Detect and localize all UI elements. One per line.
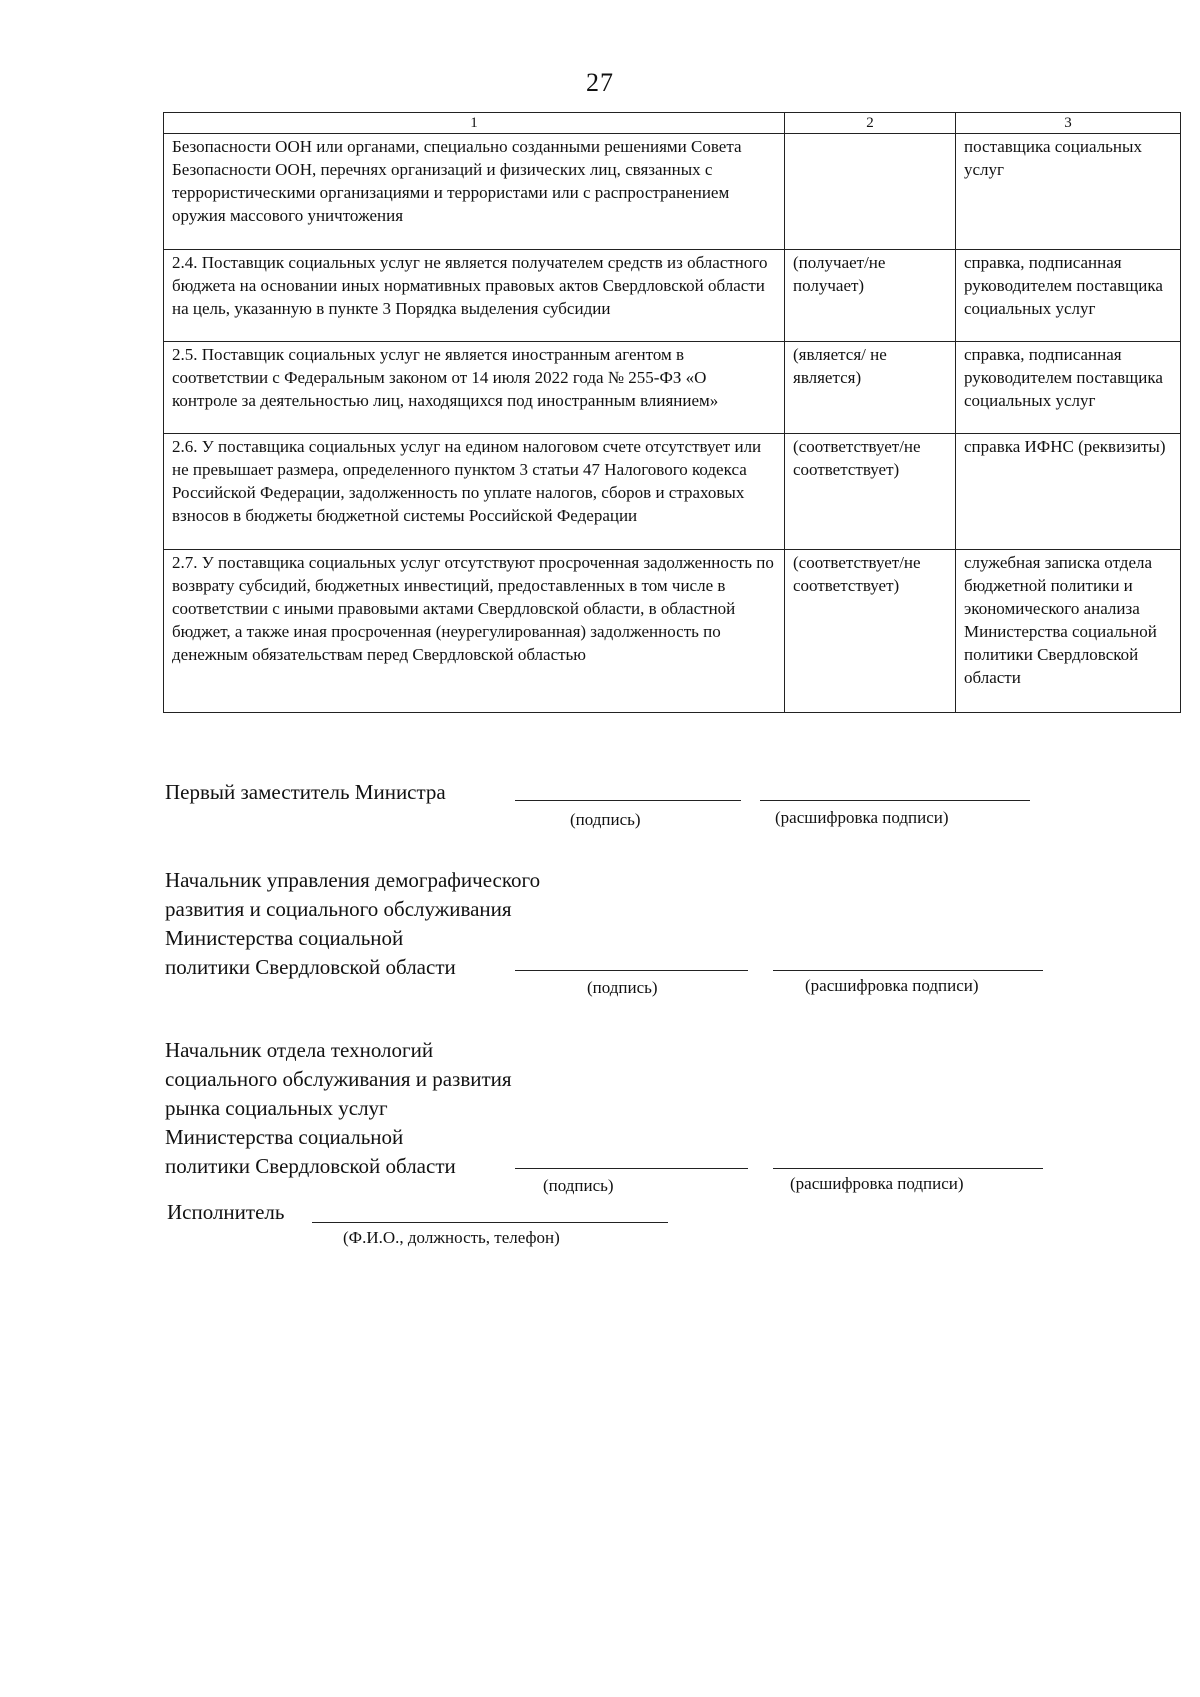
head-section-decode-caption: (расшифровка подписи): [790, 1174, 964, 1193]
table-row: [164, 134, 1181, 250]
executor-line: [312, 1222, 668, 1223]
head-section-line-5: политики Свердловской области: [165, 1154, 456, 1178]
head-section-signature-line: [515, 1168, 748, 1169]
table-cell-criterion: 2.6. У поставщика социальных услуг на едином налоговом счете отсутствует или не превышает размера, определенного пунктом 3 статьи 47 Налогового кодекса Российской Федерации, задолженность по уплате налогов, сборов и страховых взносов в бюджеты бюджетной системы Российской Федерации: [164, 434, 785, 550]
requirements-table: [163, 112, 1181, 713]
first-deputy-signature-line: [515, 800, 741, 801]
table-cell-status: (соответствует/не соответствует): [785, 550, 956, 713]
head-section-line-3: рынка социальных услуг: [165, 1096, 388, 1120]
table-cell-status: (является/ не является): [785, 342, 956, 434]
head-department-sign-caption: (подпись): [587, 978, 658, 997]
head-section-title: [165, 1036, 512, 1181]
executor-caption: (Ф.И.О., должность, телефон): [343, 1228, 560, 1247]
head-section-line-2: социального обслуживания и развития: [165, 1067, 512, 1091]
head-department-line-2: развития и социального обслуживания: [165, 897, 512, 921]
head-section-sign-caption: (подпись): [543, 1176, 614, 1195]
head-department-line-3: Министерства социальной: [165, 926, 404, 950]
table-cell-criterion: Безопасности ООН или органами, специально созданными решениями Совета Безопасности ООН, перечнях организаций и физических лиц, связанных с террористическими организациями и террористами или с распространением оружия массового уничтожения: [164, 134, 785, 250]
first-deputy-title: Первый заместитель Министра: [165, 780, 446, 804]
table-cell-criterion: 2.7. У поставщика социальных услуг отсутствуют просроченная задолженность по возврату субсидий, бюджетных инвестиций, предоставленных в том числе в соответствии с иными правовыми актами Свердловской области, в областной бюджет, а также иная просроченная (неурегулированная) задолженность по денежным обязательствам перед Свердловской областью: [164, 550, 785, 713]
table-cell-status: (получает/не получает): [785, 250, 956, 342]
table-cell-criterion: 2.4. Поставщик социальных услуг не является получателем средств из областного бюджета на основании иных нормативных правовых актов Свердловской области на цель, указанную в пункте 3 Порядка выделения субсидии: [164, 250, 785, 342]
head-section-decode-line: [773, 1168, 1043, 1169]
table-cell-criterion: 2.5. Поставщик социальных услуг не является иностранным агентом в соответствии с Федеральным законом от 14 июля 2022 года № 255-ФЗ «О контроле за деятельностью лиц, находящихся под иностранным влиянием»: [164, 342, 785, 434]
head-department-line-4: политики Свердловской области: [165, 955, 456, 979]
first-deputy-decode-caption: (расшифровка подписи): [775, 808, 949, 827]
executor-title: Исполнитель: [167, 1200, 285, 1224]
head-department-line-1: Начальник управления демографического: [165, 868, 541, 892]
first-deputy-decode-line: [760, 800, 1030, 801]
page-number: 27: [586, 68, 614, 97]
table-cell-document: справка, подписанная руководителем поставщика социальных услуг: [956, 250, 1181, 342]
table-cell-document: служебная записка отдела бюджетной политики и экономического анализа Министерства социальной политики Свердловской области: [956, 550, 1181, 713]
table-cell-status: (соответствует/не соответствует): [785, 434, 956, 550]
head-department-signature-line: [515, 970, 748, 971]
head-department-decode-line: [773, 970, 1043, 971]
head-department-decode-caption: (расшифровка подписи): [805, 976, 979, 995]
table-row: [164, 434, 1181, 550]
column-header-3: 3: [956, 113, 1181, 134]
table-cell-document: поставщика социальных услуг: [956, 134, 1181, 250]
column-header-2: 2: [785, 113, 956, 134]
head-department-title: [165, 866, 540, 982]
head-section-line-1: Начальник отдела технологий: [165, 1038, 434, 1062]
table-row: [164, 250, 1181, 342]
table-row: [164, 550, 1181, 713]
head-section-line-4: Министерства социальной: [165, 1125, 404, 1149]
first-deputy-sign-caption: (подпись): [570, 810, 641, 829]
table-cell-document: справка, подписанная руководителем поставщика социальных услуг: [956, 342, 1181, 434]
table-header-row: [164, 113, 1181, 134]
table-row: [164, 342, 1181, 434]
table-cell-status: [785, 134, 956, 250]
column-header-1: 1: [164, 113, 785, 134]
table-cell-document: справка ИФНС (реквизиты): [956, 434, 1181, 550]
